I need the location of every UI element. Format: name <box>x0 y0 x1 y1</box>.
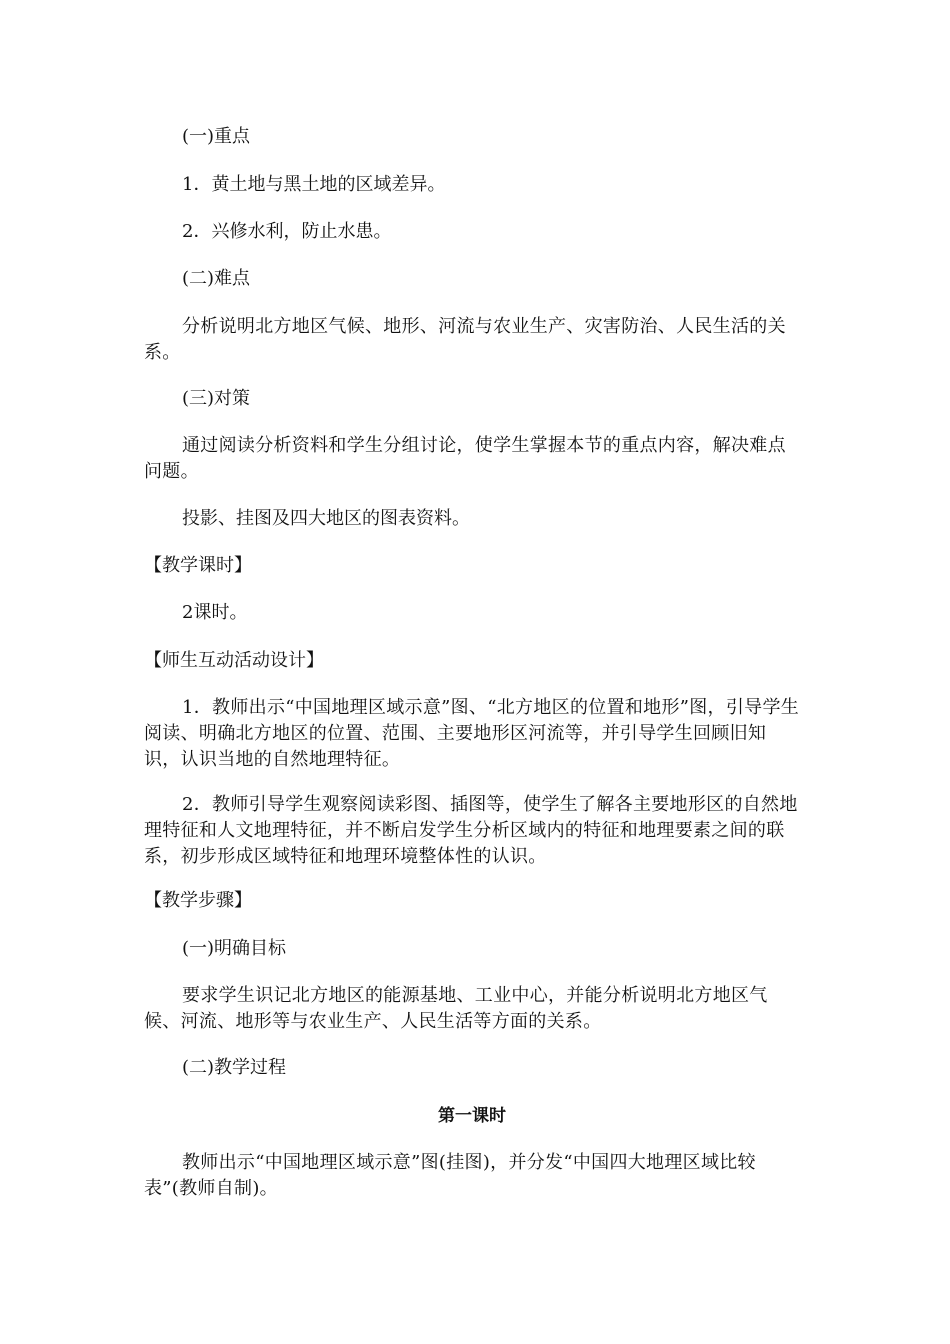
materials-paragraph: 投影、挂图及四大地区的图表资料。 <box>182 508 470 529</box>
interaction-item-2: 2．教师引导学生观察阅读彩图、插图等，使学生了解各主要地形区的自然地理特征和人文地理特征，并不断启发学生分析区域内的特征和地理要素之间的联系，初步形成区域特征和地理环境整体性的认识。 <box>144 794 798 867</box>
focus-item-2: 2．兴修水利，防止水患。 <box>182 221 392 242</box>
strategy-paragraph: 通过阅读分析资料和学生分组讨论，使学生掌握本节的重点内容，解决难点问题。 <box>144 435 786 482</box>
teaching-steps-heading: 【教学步骤】 <box>144 890 252 911</box>
strategy-heading: (三)对策 <box>182 388 251 409</box>
interaction-item-1: 1．教师出示“中国地理区域示意”图、“北方地区的位置和地形”图，引导学生阅读、明确北方地区的位置、范围、主要地形区河流等，并引导学生回顾旧知识，认识当地的自然地理特征。 <box>144 697 800 770</box>
focus-heading: (一)重点 <box>182 126 251 147</box>
interaction-heading: 【师生互动活动设计】 <box>144 650 324 671</box>
goal-heading: (一)明确目标 <box>182 938 287 959</box>
focus-item-1: 1．黄土地与黑土地的区域差异。 <box>182 174 446 195</box>
lesson-title: 第一课时 <box>438 1106 506 1126</box>
process-heading: (二)教学过程 <box>182 1057 287 1078</box>
goal-paragraph: 要求学生识记北方地区的能源基地、工业中心，并能分析说明北方地区气候、河流、地形等与农业生产、人民生活等方面的关系。 <box>144 985 768 1032</box>
teaching-hours-heading: 【教学课时】 <box>144 555 252 576</box>
difficulty-paragraph: 分析说明北方地区气候、地形、河流与农业生产、灾害防治、人民生活的关系。 <box>144 316 786 363</box>
teaching-hours-text: 2课时。 <box>182 602 248 623</box>
lesson-paragraph: 教师出示“中国地理区域示意”图(挂图)，并分发“中国四大地理区域比较表”(教师自制)。 <box>144 1152 756 1199</box>
difficulty-heading: (二)难点 <box>182 268 251 289</box>
